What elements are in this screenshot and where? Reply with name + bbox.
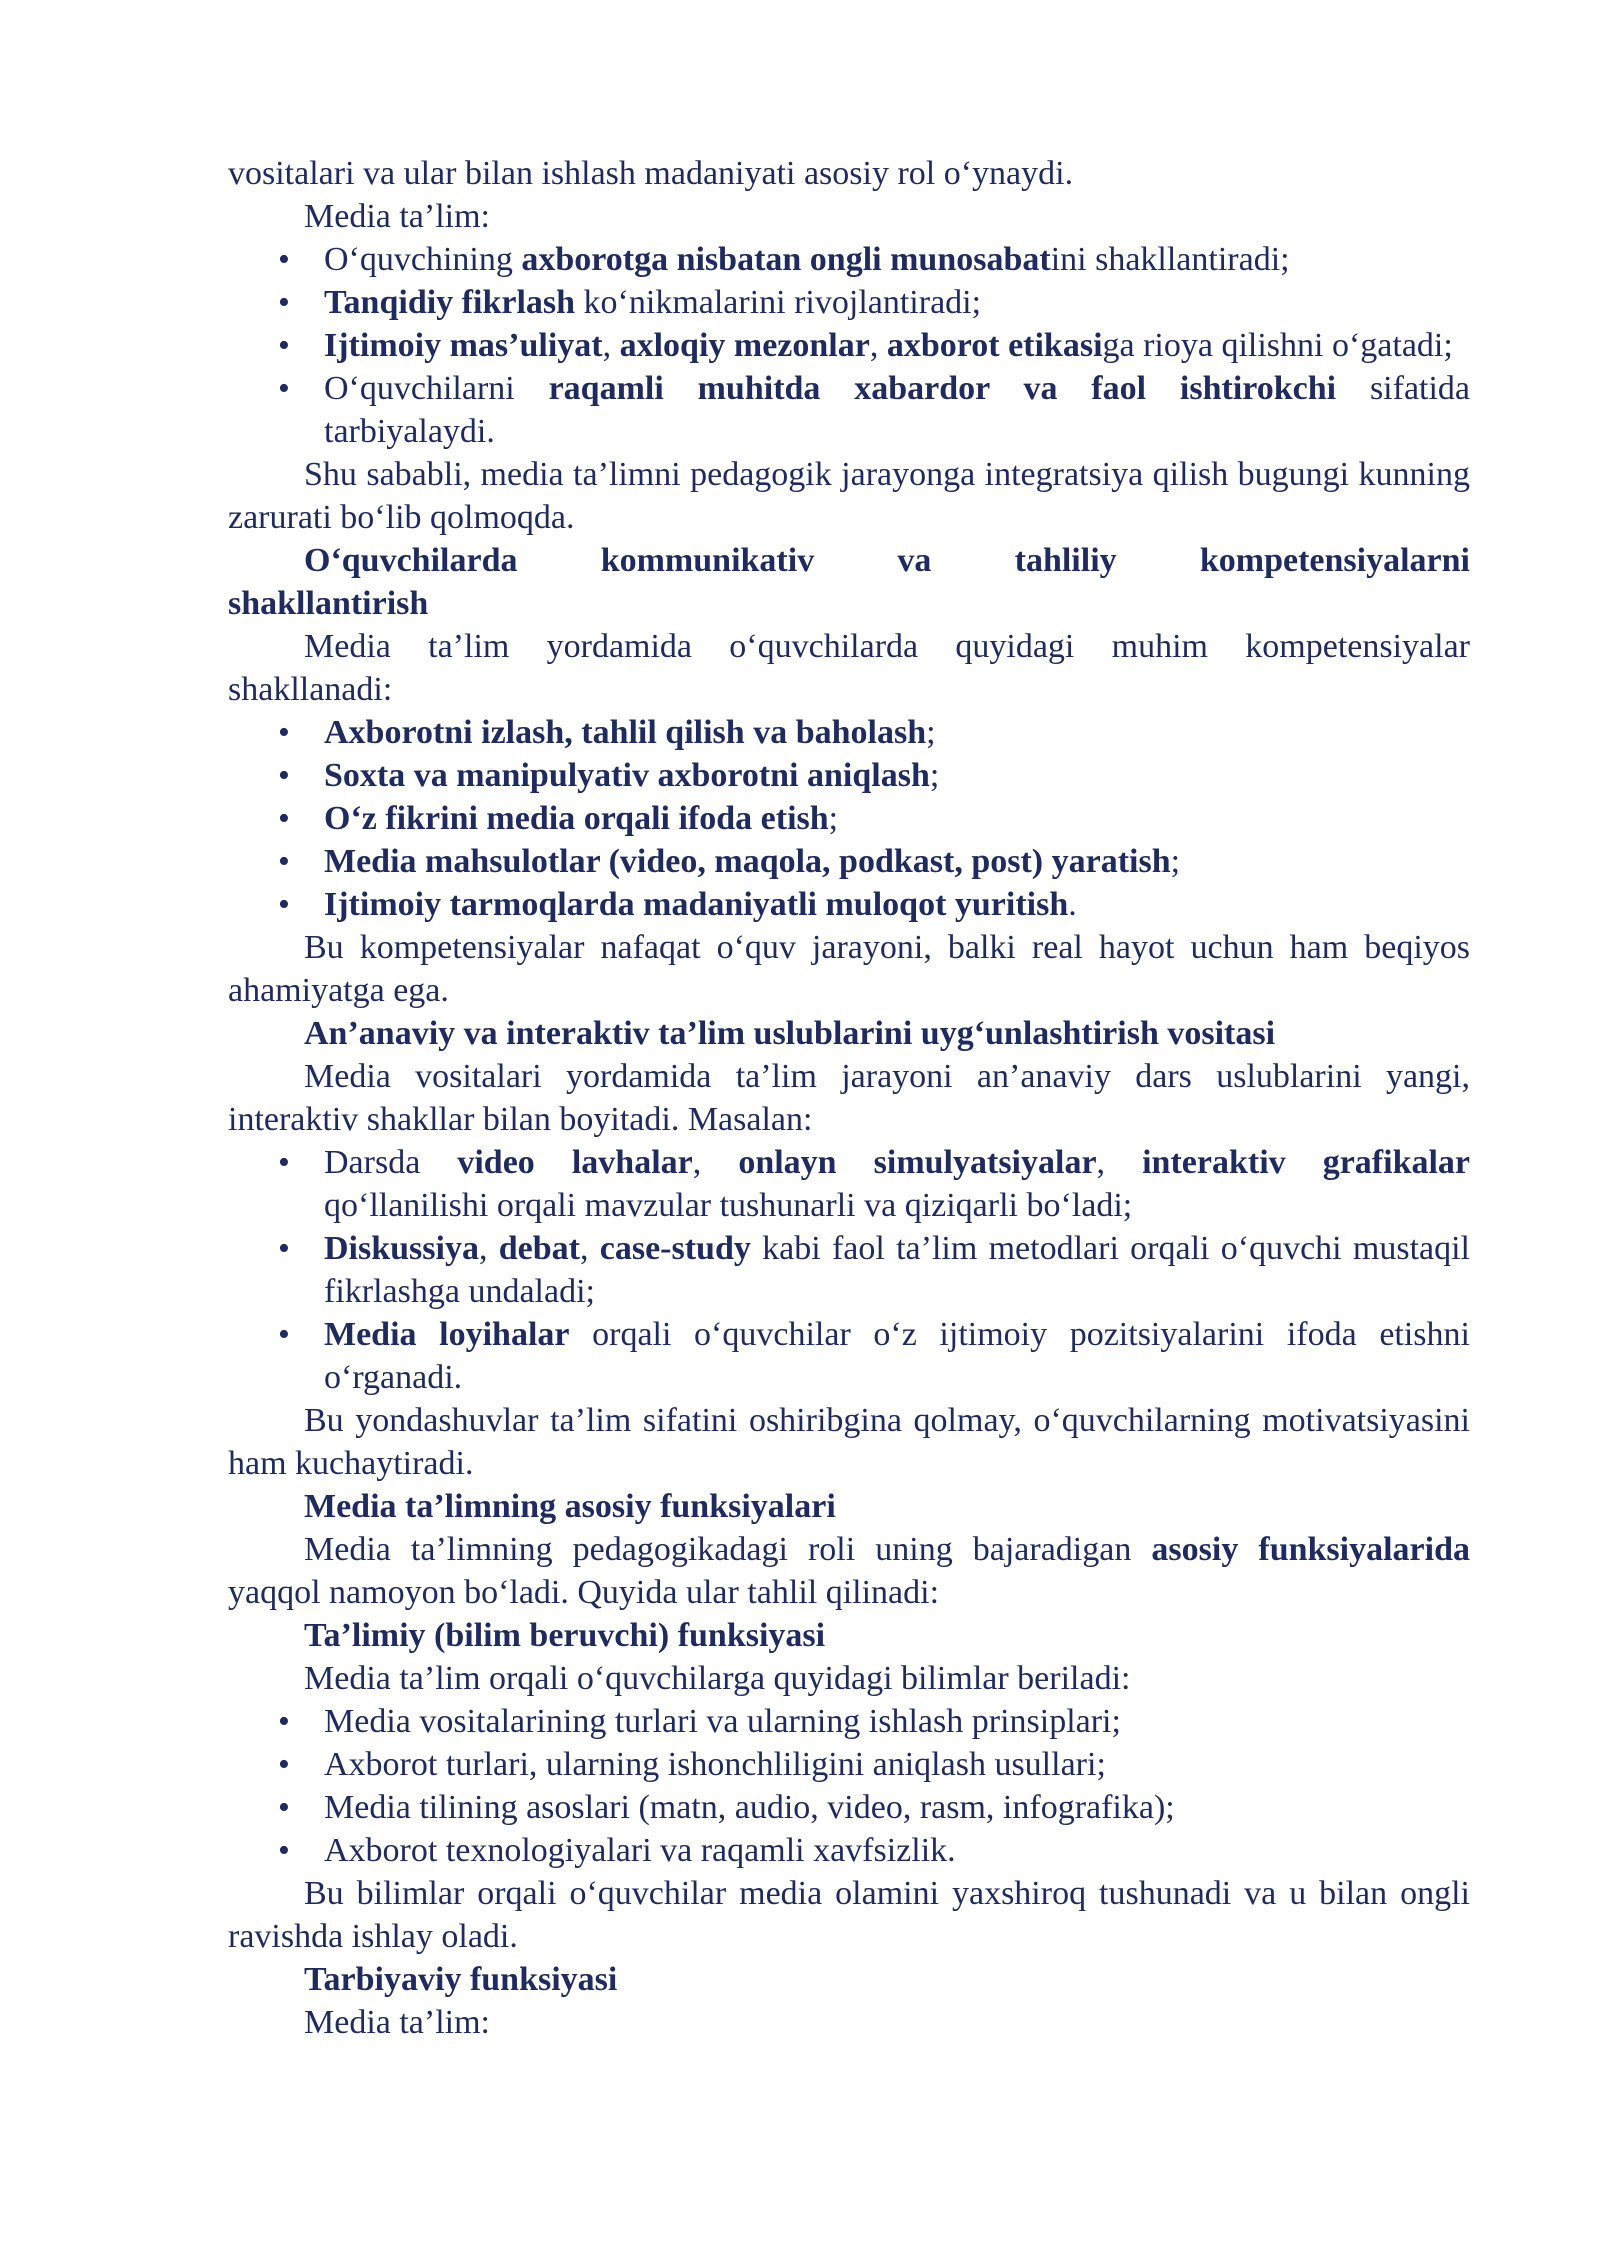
text-run: Media vositalarining turlari va ularning ishlash prinsiplari;: [324, 1703, 1121, 1740]
text-run: Media vositalari yordamida ta’lim jarayoni an’anaviy dars uslublarini yangi, interaktiv shakllar bilan boyitadi. Masalan:: [228, 1058, 1470, 1138]
bullet-list: [228, 238, 1470, 453]
text-run: Bu yondashuvlar ta’lim sifatini oshiribgina qolmay, o‘quvchilarning motivatsiyasini ham kuchaytiradi.: [228, 1402, 1470, 1482]
text-run: ;: [828, 800, 839, 837]
text-run: Media tilining asoslari (matn, audio, video, rasm, infografika);: [324, 1789, 1175, 1826]
paragraph: [228, 1872, 1470, 1958]
text-run: ,: [692, 1144, 739, 1181]
bullet-icon: •: [278, 1144, 290, 1181]
list-item: [278, 1227, 1470, 1313]
bold-text: case-study: [599, 1230, 751, 1267]
bold-text: O‘z fikrini media orqali ifoda etish: [324, 800, 829, 837]
text-run: Axborot texnologiyalari va raqamli xavfsizlik.: [324, 1832, 956, 1869]
bullet-icon: •: [278, 370, 290, 407]
bold-text: Media mahsulotlar (video, maqola, podkast, post) yaratish: [324, 843, 1171, 880]
text-run: Bu bilimlar orqali o‘quvchilar media olamini yaxshiroq tushunadi va u bilan ongli ravishda ishlay oladi.: [228, 1875, 1470, 1955]
bullet-icon: •: [278, 1230, 290, 1267]
bullet-icon: •: [278, 1832, 290, 1869]
list-item: [278, 367, 1471, 453]
bullet-icon: •: [278, 327, 290, 364]
list-item: [278, 238, 1470, 281]
bold-text: video lavhalar: [457, 1144, 693, 1181]
list-item: [278, 1743, 1470, 1786]
paragraph: [228, 926, 1470, 1012]
section-heading: An’anaviy va interaktiv ta’lim uslublarini uyg‘unlashtirish vositasi: [304, 1015, 1276, 1052]
text-run: ;: [1170, 843, 1181, 880]
heading-line: shakllantirish: [228, 585, 429, 622]
list-item: [278, 797, 1470, 840]
text-run: ,: [1096, 1144, 1143, 1181]
text-run: kabi faol ta’lim metodlari orqali o‘quvchi mustaqil fikrlashga undaladi;: [324, 1230, 1470, 1310]
list-item: [278, 883, 1470, 926]
section-heading: Media ta’limning asosiy funksiyalari: [304, 1488, 836, 1525]
text-run: Media ta’limning pedagogikadagi roli uning bajaradigan: [304, 1531, 1152, 1568]
paragraph: [228, 625, 1470, 711]
paragraph: [228, 1528, 1470, 1614]
bullet-icon: •: [278, 757, 290, 794]
list-item: [278, 711, 1470, 754]
bold-text: Ijtimoiy tarmoqlarda madaniyatli muloqot yuritish: [324, 886, 1069, 923]
list-item: [278, 1786, 1470, 1829]
bold-text: Ijtimoiy mas’uliyat: [324, 327, 603, 364]
text-run: Media ta’lim:: [304, 198, 491, 235]
bold-text: axborotga nisbatan ongli munosabat: [521, 241, 1051, 278]
bold-text: onlayn simulyatsiyalar: [738, 1144, 1097, 1181]
text-run: ko‘nikmalarini rivojlantiradi;: [575, 284, 982, 321]
text-run: Darsda: [324, 1144, 458, 1181]
list-item: [278, 1700, 1470, 1743]
bullet-icon: •: [278, 1789, 290, 1826]
text-run: yaqqol namoyon bo‘ladi. Quyida ular tahlil qilinadi:: [228, 1574, 940, 1611]
bold-text: Tanqidiy fikrlash: [324, 284, 576, 321]
paragraph: [228, 195, 1470, 238]
paragraph: [228, 152, 1470, 195]
text-run: ga rioya qilishni o‘gatadi;: [1102, 327, 1453, 364]
text-run: ,: [579, 1230, 600, 1267]
bold-text: raqamli muhitda xabardor va faol ishtirokchi: [548, 370, 1337, 407]
text-run: Media ta’lim yordamida o‘quvchilarda quyidagi muhim kompetensiyalar shakllanadi:: [228, 628, 1470, 708]
text-run: sifatida tarbiyalaydi.: [324, 370, 1471, 450]
text-run: Media ta’lim:: [304, 2004, 491, 2041]
text-run: O‘quvchining: [324, 241, 522, 278]
bullet-icon: •: [278, 843, 290, 880]
list-item: [278, 281, 1470, 324]
list-item: [278, 324, 1470, 367]
bold-text: asosiy funksiyalarida: [1151, 1531, 1471, 1568]
text-run: O‘quvchilarni: [324, 370, 549, 407]
heading-line: O‘quvchilarda kommunikativ va tahliliy kompetensiyalarni: [304, 542, 1470, 579]
list-item: [278, 1313, 1470, 1399]
document-page: [228, 152, 1470, 2044]
bullet-icon: •: [278, 1746, 290, 1783]
bullet-list: [228, 1700, 1470, 1872]
bold-text: axborot etikasi: [886, 327, 1103, 364]
bold-text: Soxta va manipulyativ axborotni aniqlash: [324, 757, 930, 794]
text-run: ;: [929, 757, 940, 794]
text-run: ,: [869, 327, 887, 364]
section-heading: Tarbiyaviy funksiyasi: [304, 1961, 618, 1998]
text-run: ini shakllantiradi;: [1050, 241, 1290, 278]
list-item: [278, 1141, 1471, 1227]
bullet-icon: •: [278, 284, 290, 321]
bold-text: Media loyihalar: [324, 1316, 570, 1353]
text-run: Axborot turlari, ularning ishonchliligini aniqlash usullari;: [324, 1746, 1106, 1783]
bullet-list: [228, 1141, 1470, 1399]
bullet-icon: •: [278, 886, 290, 923]
text-run: vositalari va ular bilan ishlash madaniyati asosiy rol o‘ynaydi.: [228, 155, 1074, 192]
list-item: [278, 754, 1470, 797]
text-run: orqali o‘quvchilar o‘z ijtimoiy pozitsiyalarini ifoda etishni o‘rganadi.: [324, 1316, 1470, 1396]
text-run: ;: [926, 714, 936, 751]
bullet-list: [228, 711, 1470, 926]
bold-text: interaktiv grafikalar: [1142, 1144, 1471, 1181]
paragraph: [228, 1657, 1470, 1700]
text-run: Shu sababli, media ta’limni pedagogik jarayonga integratsiya qilish bugungi kunning zarurati bo‘lib qolmoqda.: [228, 456, 1470, 536]
section-heading: Ta’limiy (bilim beruvchi) funksiyasi: [304, 1617, 826, 1654]
text-run: qo‘llanilishi orqali mavzular tushunarli va qiziqarli bo‘ladi;: [324, 1187, 1133, 1224]
text-run: Media ta’lim orqali o‘quvchilarga quyidagi bilimlar beriladi:: [304, 1660, 1131, 1697]
paragraph: [228, 2001, 1470, 2044]
paragraph: [228, 1055, 1470, 1141]
text-run: ,: [602, 327, 620, 364]
bold-text: axloqiy mezonlar: [619, 327, 870, 364]
bullet-icon: •: [278, 800, 290, 837]
section-heading: [228, 539, 1470, 625]
list-item: [278, 840, 1470, 883]
list-item: [278, 1829, 1470, 1872]
bullet-icon: •: [278, 1703, 290, 1740]
bold-text: debat: [498, 1230, 580, 1267]
bullet-icon: •: [278, 714, 290, 751]
bold-text: Axborotni izlash, tahlil qilish va baholash: [324, 714, 927, 751]
text-run: ,: [478, 1230, 499, 1267]
text-run: .: [1068, 886, 1077, 923]
text-run: Bu kompetensiyalar nafaqat o‘quv jarayoni, balki real hayot uchun ham beqiyos ahamiyatga ega.: [228, 929, 1470, 1009]
bullet-icon: •: [278, 241, 290, 278]
paragraph: [228, 453, 1470, 539]
bold-text: Diskussiya: [324, 1230, 479, 1267]
bullet-icon: •: [278, 1316, 290, 1353]
paragraph: [228, 1399, 1470, 1485]
